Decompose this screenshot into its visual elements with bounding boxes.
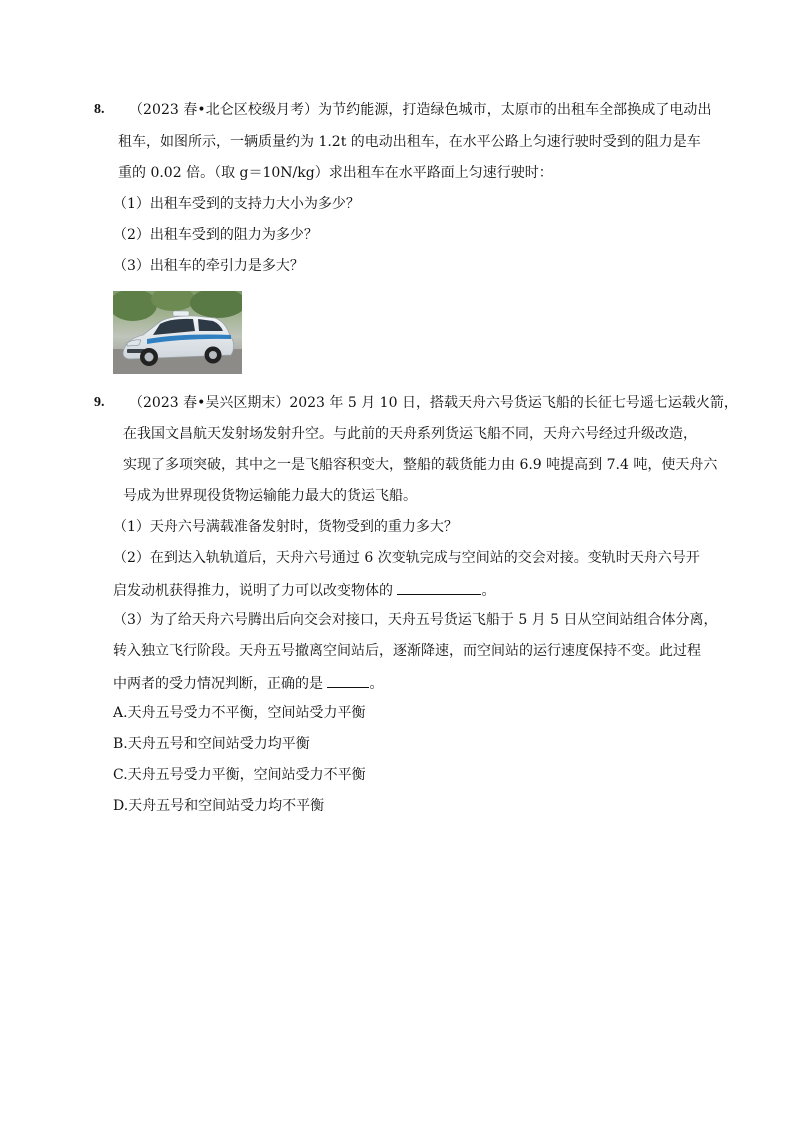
question-9-sub-2-line-1: （2）在到达入轨轨道后，天舟六号通过 6 次变轨完成与空间站的交会对接。变轨时天舟六号开: [113, 550, 700, 566]
option-b: B.天舟五号和空间站受力均平衡: [113, 736, 310, 752]
question-9-sub-3-line-2: 转入独立飞行阶段。天舟五号撤离空间站后，逐渐降速，而空间站的运行速度保持不变。此过程: [113, 643, 701, 659]
option-c: C.天舟五号受力平衡，空间站受力不平衡: [113, 767, 366, 783]
question-9-stem-line-2: 在我国文昌航天发射场发射升空。与此前的天舟系列货运飞船不同，天舟六号经过升级改造，: [123, 426, 697, 442]
question-9-sub-3-text: 中两者的受力情况判断，正确的是: [113, 676, 328, 692]
answer-blank-2[interactable]: [397, 579, 481, 595]
electric-taxi-photo: [113, 291, 242, 374]
question-8-stem-line-1: （2023 春•北仑区校级月考）为节约能源，打造绿色城市，太原市的出租车全部换成了电动出: [129, 102, 712, 118]
answer-blank-3[interactable]: [327, 672, 369, 688]
question-9-sub-2-text: 启发动机获得推力，说明了力可以改变物体的: [113, 583, 398, 599]
question-9-number: 9.: [94, 395, 105, 410]
question-9-stem-line-3: 实现了多项突破，其中之一是飞船容积变大，整船的载货能力由 6.9 吨提高到 7.4 吨，使天舟六: [123, 457, 718, 473]
question-9-sub-3-end: 。: [369, 676, 384, 692]
question-8-sub-3: （3）出租车的牵引力是多大？: [113, 258, 304, 274]
question-9-sub-1: （1）天舟六号满载准备发射时，货物受到的重力多大？: [113, 519, 458, 535]
question-9-sub-2-line-2: [113, 579, 495, 599]
question-8-number: 8.: [94, 102, 105, 117]
question-8-stem-line-2: 租车，如图所示，一辆质量约为 1.2t 的电动出租车，在水平公路上匀速行驶时受到的阻力是车: [118, 134, 701, 150]
option-a: A.天舟五号受力不平衡，空间站受力平衡: [113, 705, 366, 721]
question-9-sub-3-line-3: [113, 672, 383, 692]
question-8-sub-2: （2）出租车受到的阻力为多少？: [113, 227, 318, 243]
option-d: D.天舟五号和空间站受力均不平衡: [113, 798, 325, 814]
question-8-sub-1: （1）出租车受到的支持力大小为多少？: [113, 196, 360, 212]
question-9-sub-3-line-1: （3）为了给天舟六号腾出后向交会对接口，天舟五号货运飞船于 5 月 5 日从空间站组合体分离，: [113, 612, 718, 628]
question-9-stem-line-1: （2023 春•吴兴区期末）2023 年 5 月 10 日，搭载天舟六号货运飞船的长征七号遥七运载火箭，: [129, 395, 738, 411]
question-9-sub-2-end: 。: [481, 583, 496, 599]
question-8-stem-line-3: 重的 0.02 倍。（取 g＝10N/kg）求出租车在水平路面上匀速行驶时：: [118, 165, 553, 181]
question-9-stem-line-4: 号成为世界现役货物运输能力最大的货运飞船。: [123, 488, 417, 504]
